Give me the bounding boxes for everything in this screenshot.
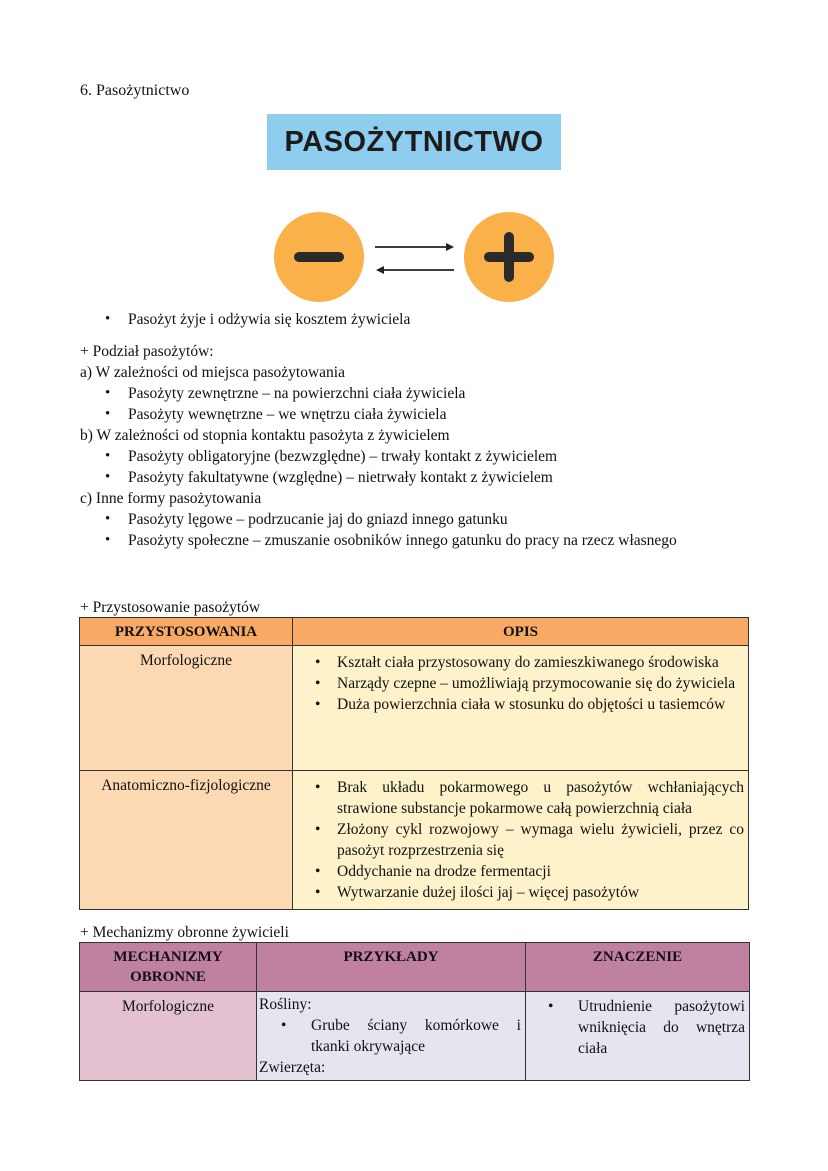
division-a-list — [80, 383, 750, 425]
list-item: • Złożony cykl rozwojowy – wymaga wielu żywicieli, przez co pasożyt rozprzestrzenia się — [293, 819, 744, 861]
minus-sign-icon — [294, 252, 344, 262]
list-item: • Pasożyty zewnętrzne – na powierzchni ciała żywiciela — [80, 383, 750, 404]
list-item: • Duża powierzchnia ciała w stosunku do objętości u tasiemców — [293, 694, 744, 715]
table-row — [80, 771, 749, 910]
defenses-title: + Mechanizmy obronne żywicieli — [80, 924, 289, 941]
section-heading: 6. Pasożytnictwo — [80, 82, 190, 99]
division-title: + Podział pasożytów: — [80, 343, 214, 360]
plus-vertical-icon — [504, 232, 514, 282]
list-item: • Pasożyty fakultatywne (względne) – nietrwały kontakt z żywicielem — [80, 467, 750, 488]
column-header: PRZYKŁADY — [257, 943, 526, 992]
division-section — [80, 341, 750, 551]
double-arrow-icon — [375, 243, 454, 274]
list-item: • Oddychanie na drodze fermentacji — [293, 861, 744, 882]
table-row — [80, 992, 750, 1081]
list-item: • Pasożyty społeczne – zmuszanie osobników innego gatunku do pracy na rzecz własnego — [80, 530, 750, 551]
defense-meaning — [526, 992, 750, 1081]
adaptation-name: Anatomiczno-fizjologiczne — [80, 771, 293, 910]
defense-examples — [257, 992, 526, 1081]
adaptations-table — [79, 617, 749, 910]
list-item: • Narządy czepne – umożliwiają przymocowanie się do żywiciela — [293, 673, 744, 694]
table-header-row — [80, 943, 750, 992]
list-item: • Wytwarzanie dużej ilości jaj – więcej pasożytów — [293, 882, 744, 903]
adaptation-name: Morfologiczne — [80, 646, 293, 771]
adaptations-title: + Przystosowanie pasożytów — [80, 599, 261, 616]
column-header: OPIS — [293, 618, 749, 646]
division-b-label: b) W zależności od stopnia kontaktu pasożyta z żywicielem — [80, 427, 450, 444]
list-item: • Utrudnienie pasożytowi wniknięcia do wnętrza ciała — [526, 996, 745, 1059]
interaction-diagram — [272, 210, 562, 304]
defenses-table — [79, 942, 750, 1081]
adaptation-description — [293, 771, 749, 910]
division-c-label: c) Inne formy pasożytowania — [80, 490, 262, 507]
list-item: • Brak układu pokarmowego u pasożytów wchłaniających strawione substancje pokarmowe całą powierzchnią ciała — [293, 777, 744, 819]
column-header: ZNACZENIE — [526, 943, 750, 992]
list-item: • Pasożyty wewnętrzne – we wnętrzu ciała żywiciela — [80, 404, 750, 425]
column-header: PRZYSTOSOWANIA — [80, 618, 293, 646]
division-b-list — [80, 446, 750, 488]
list-item: • Kształt ciała przystosowany do zamieszkiwanego środowiska — [293, 652, 744, 673]
adaptation-description — [293, 646, 749, 771]
defense-name: Morfologiczne — [80, 992, 257, 1081]
plants-label: Rośliny: — [259, 996, 312, 1013]
animals-label: Zwierzęta: — [259, 1059, 326, 1076]
division-a-label: a) W zależności od miejsca pasożytowania — [80, 364, 345, 381]
list-item: • Pasożyty obligatoryjne (bezwzględne) – trwały kontakt z żywicielem — [80, 446, 750, 467]
table-header-row — [80, 618, 749, 646]
intro-list — [80, 309, 750, 330]
column-header: MECHANIZMY OBRONNE — [80, 943, 257, 992]
list-item: • Pasożyty lęgowe – podrzucanie jaj do gniazd innego gatunku — [80, 509, 750, 530]
list-item: • Grube ściany komórkowe i tkanki okrywające — [259, 1015, 521, 1057]
division-c-list — [80, 509, 750, 551]
title-banner: PASOŻYTNICTWO — [267, 114, 561, 170]
list-item: • Pasożyt żyje i odżywia się kosztem żywiciela — [80, 309, 750, 330]
table-row — [80, 646, 749, 771]
